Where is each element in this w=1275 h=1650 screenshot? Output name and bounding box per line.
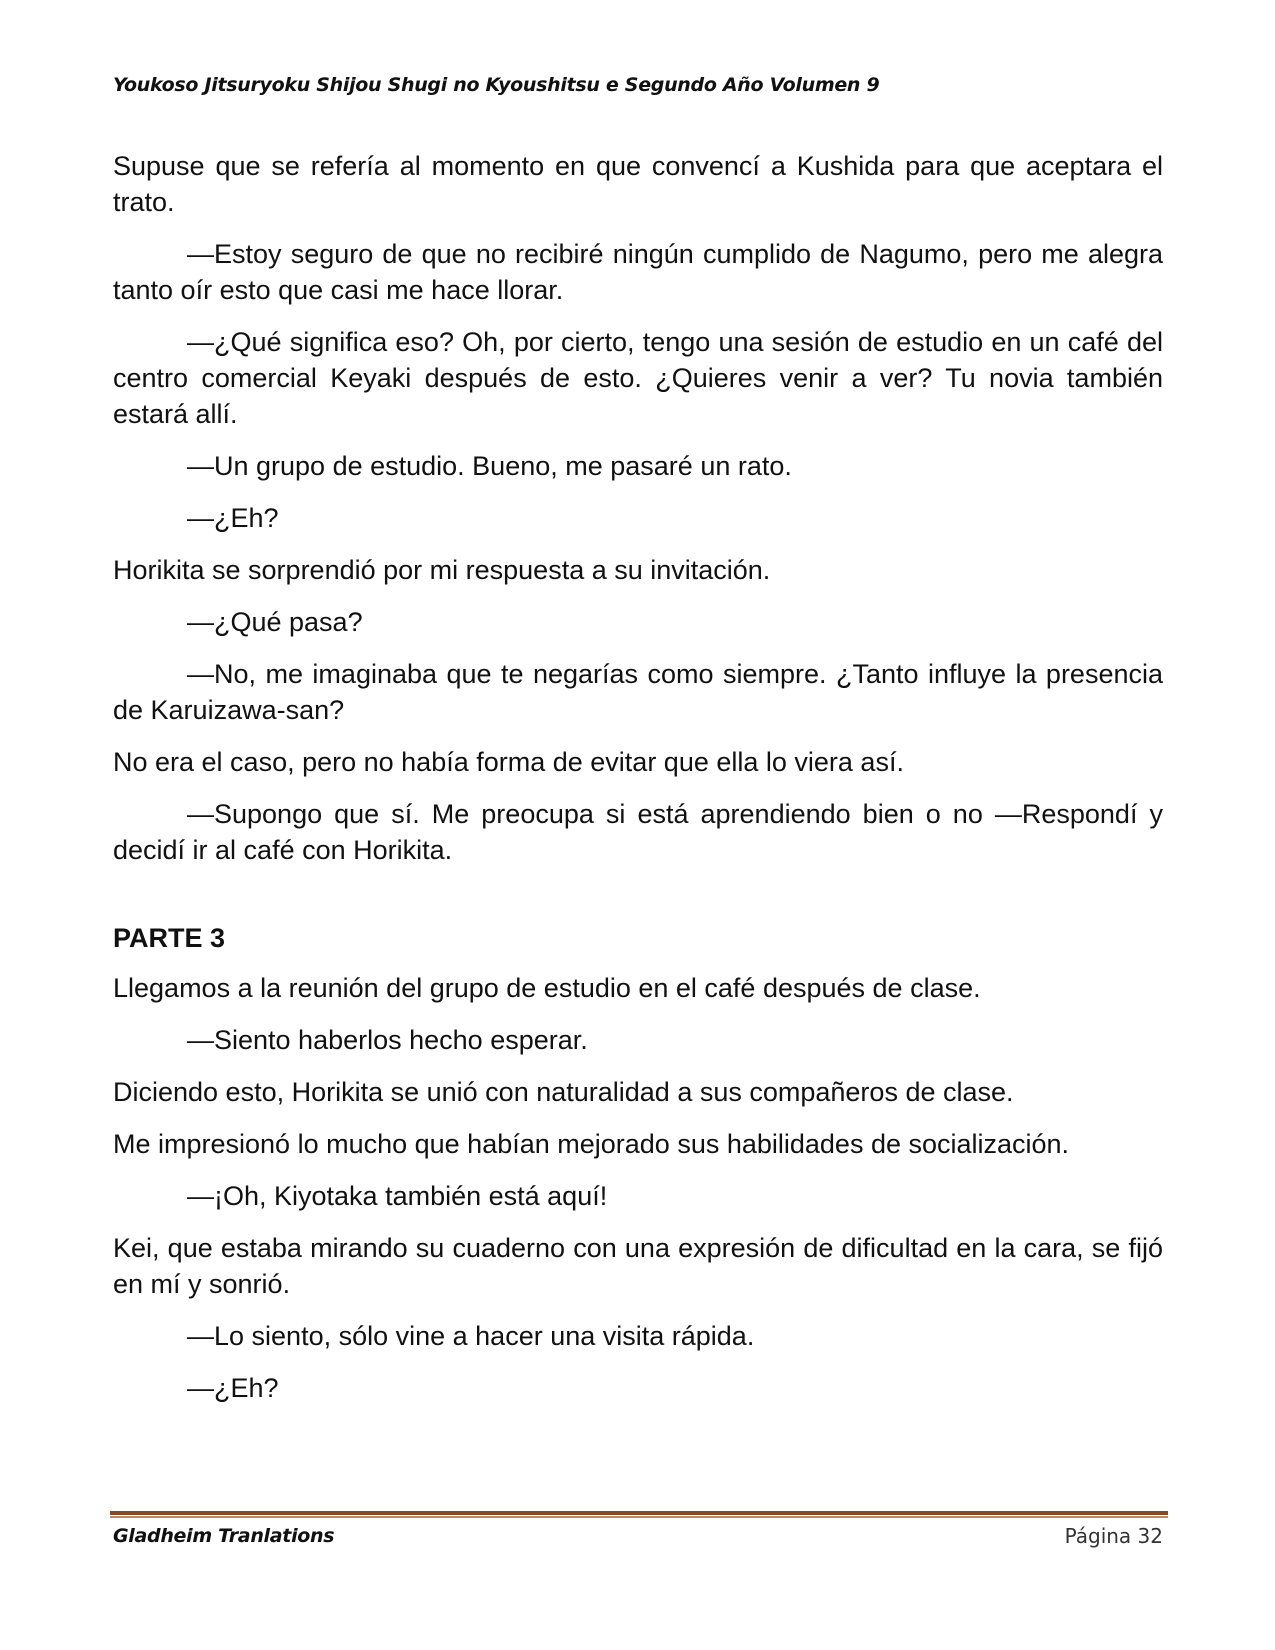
page-body xyxy=(113,148,1163,1422)
running-header-title: Youkoso Jitsuryoku Shijou Shugi no Kyoushitsu e Segundo Año Volumen 9 xyxy=(113,74,880,96)
paragraph-dialogue: —¿Eh? xyxy=(187,1373,279,1403)
paragraph-narration: Kei, que estaba mirando su cuaderno con una expresión de dificultad en la cara, se fijó en mí y sonrió. xyxy=(113,1233,1163,1299)
paragraph-narration: Llegamos a la reunión del grupo de estudio en el café después de clase. xyxy=(113,973,981,1003)
paragraph-dialogue: —Estoy seguro de que no recibiré ningún cumplido de Nagumo, pero me alegra tanto oír esto que casi me hace llorar. xyxy=(113,239,1163,305)
page-label: Página xyxy=(1064,1524,1132,1548)
footer-page-number xyxy=(1065,1524,1163,1548)
paragraph-dialogue: —Siento haberlos hecho esperar. xyxy=(187,1025,588,1055)
paragraph-narration: Diciendo esto, Horikita se unió con naturalidad a sus compañeros de clase. xyxy=(113,1077,1014,1107)
section-heading: PARTE 3 xyxy=(113,923,226,953)
paragraph-dialogue: —¿Qué pasa? xyxy=(187,607,363,637)
paragraph-dialogue: —Lo siento, sólo vine a hacer una visita rápida. xyxy=(187,1321,755,1351)
footer-divider xyxy=(110,1511,1168,1518)
paragraph-dialogue: —Supongo que sí. Me preocupa si está aprendiendo bien o no —Respondí y decidí ir al café con Horikita. xyxy=(113,799,1163,865)
paragraph-narration: Horikita se sorprendió por mi respuesta a su invitación. xyxy=(113,555,771,585)
paragraph-dialogue: —Un grupo de estudio. Bueno, me pasaré un rato. xyxy=(187,451,792,481)
page-number: 32 xyxy=(1137,1524,1163,1548)
paragraph-dialogue: —¿Qué significa eso? Oh, por cierto, tengo una sesión de estudio en un café del centro comercial Keyaki después de esto. ¿Quieres venir a ver? Tu novia también estará allí. xyxy=(113,327,1163,429)
paragraph-dialogue: —¡Oh, Kiyotaka también está aquí! xyxy=(187,1181,608,1211)
paragraph-dialogue: —No, me imaginaba que te negarías como siempre. ¿Tanto influye la presencia de Karuizawa-san? xyxy=(113,659,1163,725)
footer-translator-credit: Gladheim Tranlations xyxy=(113,1525,335,1547)
paragraph-narration: Me impresionó lo mucho que habían mejorado sus habilidades de socialización. xyxy=(113,1129,1070,1159)
paragraph-narration: Supuse que se refería al momento en que convencí a Kushida para que aceptara el trato. xyxy=(113,151,1163,217)
paragraph-dialogue: —¿Eh? xyxy=(187,503,279,533)
paragraph-narration: No era el caso, pero no había forma de evitar que ella lo viera así. xyxy=(113,747,904,777)
